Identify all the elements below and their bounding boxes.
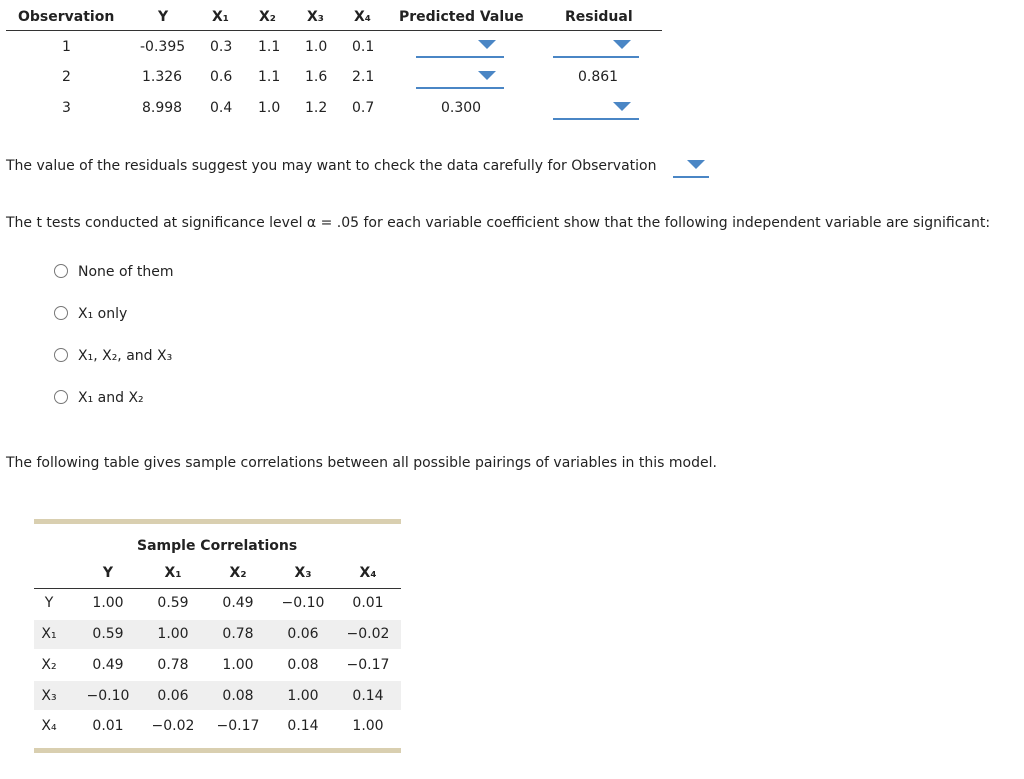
corr-cell: 0.59 [92,626,124,642]
table-row-1-x3: 1.0 [305,39,328,55]
col-header-x3: X₃ [307,9,324,25]
table-row-3-obs: 3 [62,100,71,116]
corr-cell: 0.49 [222,595,254,611]
table-row-1-obs: 1 [62,39,71,55]
residual-question-text: The value of the residuals suggest you may want to check the data carefully for Observation [6,158,657,174]
table-row-2-obs: 2 [62,69,71,85]
corr-cell: −0.02 [151,718,195,734]
corr-cell: 0.06 [157,688,189,704]
predicted-value-dropdown-row-1[interactable] [416,34,504,58]
corr-cell: 0.14 [287,718,319,734]
option-label-x1-x2-x3[interactable]: X₁, X₂, and X₃ [78,348,173,364]
chevron-down-icon [613,102,631,111]
predicted-value-dropdown-row-2[interactable] [416,65,504,89]
table-row-3-x4: 0.7 [352,100,375,116]
corr-cell: 0.08 [222,688,254,704]
corr-row-label: X₁ [41,626,57,642]
corr-col-header-x1: X₁ [164,565,182,581]
corr-col-header-x4: X₄ [359,565,377,581]
table-row-3-x1: 0.4 [210,100,233,116]
corr-row-label: X₃ [41,688,57,704]
corr-cell: −0.10 [281,595,325,611]
table-row-1-x1: 0.3 [210,39,233,55]
corr-row-label: Y [44,595,54,611]
corr-cell: 1.00 [92,595,124,611]
correlation-top-bar [34,519,401,524]
col-header-predicted: Predicted Value [399,9,524,25]
corr-cell: −0.02 [346,626,390,642]
corr-cell: 0.78 [222,626,254,642]
option-label-none[interactable]: None of them [78,264,174,280]
observation-dropdown[interactable] [673,154,709,178]
corr-row-label: X₄ [41,718,57,734]
corr-cell: 1.00 [222,657,254,673]
corr-cell: 0.01 [352,595,384,611]
corr-col-header-y: Y [102,565,114,581]
corr-cell: −0.10 [86,688,130,704]
chevron-down-icon [687,160,705,169]
table-row-3-y: 8.998 [142,100,183,116]
corr-cell: 0.49 [92,657,124,673]
table-row-2-x2: 1.1 [258,69,281,85]
residual-dropdown-row-1[interactable] [553,34,639,58]
col-header-y: Y [158,9,169,25]
table-row-2-x4: 2.1 [352,69,375,85]
table-row-1-y: -0.395 [140,39,186,55]
correlation-intro-text: The following table gives sample correlations between all possible pairings of variables in this model. [6,455,717,471]
table-row-1-x2: 1.1 [258,39,281,55]
corr-cell: 0.14 [352,688,384,704]
option-label-x1-x2[interactable]: X₁ and X₂ [78,390,144,406]
table-row-1-x4: 0.1 [352,39,375,55]
table-row-3-x3: 1.2 [305,100,328,116]
correlation-bottom-bar [34,748,401,753]
option-radio-x1-only[interactable] [54,306,68,320]
option-radio-x1-x2[interactable] [54,390,68,404]
col-header-residual: Residual [565,9,633,25]
corr-header-divider [34,588,401,589]
corr-row-label: X₂ [41,657,57,673]
col-header-x1: X₁ [212,9,229,25]
corr-cell: 0.78 [157,657,189,673]
chevron-down-icon [478,71,496,80]
corr-cell: 1.00 [157,626,189,642]
table-row-2-x3: 1.6 [305,69,328,85]
correlation-title: Sample Correlations [137,538,298,554]
col-header-x2: X₂ [259,9,276,25]
corr-cell: 0.01 [92,718,124,734]
table-row-2-x1: 0.6 [210,69,233,85]
corr-cell: 0.08 [287,657,319,673]
corr-cell: 1.00 [352,718,384,734]
corr-col-header-x2: X₂ [229,565,247,581]
corr-cell: 1.00 [287,688,319,704]
corr-cell: 0.59 [157,595,189,611]
chevron-down-icon [478,40,496,49]
table-row-3-x2: 1.0 [258,100,281,116]
corr-cell: 0.06 [287,626,319,642]
corr-cell: −0.17 [216,718,260,734]
col-header-observation: Observation [18,9,115,25]
header-divider [6,30,662,31]
option-label-x1-only[interactable]: X₁ only [78,306,128,322]
table-row-2-residual: 0.861 [578,69,619,85]
table-row-2-y: 1.326 [142,69,183,85]
corr-cell: −0.17 [346,657,390,673]
corr-col-header-x3: X₃ [294,565,312,581]
col-header-x4: X₄ [354,9,371,25]
residual-dropdown-row-3[interactable] [553,96,639,120]
option-radio-x1-x2-x3[interactable] [54,348,68,362]
option-radio-none[interactable] [54,264,68,278]
chevron-down-icon [613,40,631,49]
table-row-3-predicted: 0.300 [441,100,482,116]
ttest-question-text: The t tests conducted at significance level α = .05 for each variable coefficient show that the following independent variable are significant: [6,215,991,231]
